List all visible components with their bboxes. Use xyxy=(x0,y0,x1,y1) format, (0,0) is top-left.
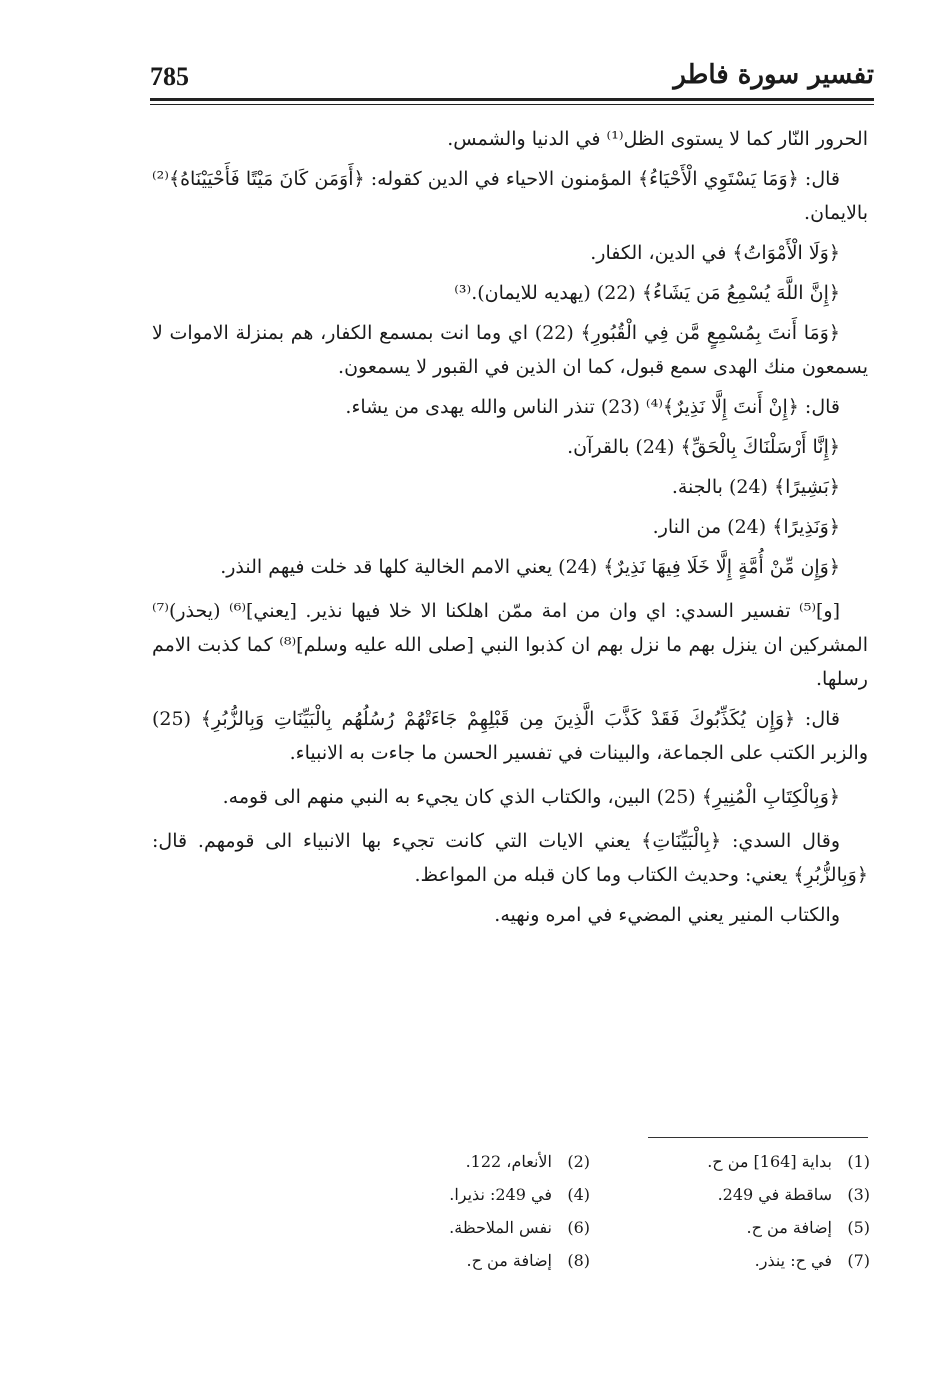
paragraph: قال: ﴿وَمَا يَسْتَوِي الْأَحْيَاءُ﴾ المؤمنون الاحياء في الدين كقوله: ﴿أَوَمَن كَانَ مَيْتًا فَأَحْيَيْنَاهُ﴾⁽²⁾ بالايمان. xyxy=(152,168,868,224)
footnote-text: إضافة من ح. xyxy=(466,1251,552,1270)
footnote-text: إضافة من ح. xyxy=(746,1218,832,1237)
footnotes xyxy=(300,1152,870,1284)
footnote-row xyxy=(300,1152,870,1185)
footnote-row xyxy=(300,1218,870,1251)
footnote xyxy=(310,1185,590,1218)
footnote-text: نفس الملاحظة. xyxy=(449,1218,552,1237)
paragraph: قال: ﴿إِنْ أَنتَ إِلَّا نَذِيرٌ﴾⁽⁴⁾ (23) تنذر الناس والله يهدى من يشاء. xyxy=(345,396,840,418)
footnote-number: (5) xyxy=(847,1218,870,1237)
paragraph: ﴿وَإِن مِّنْ أُمَّةٍ إِلَّا خَلَا فِيهَا نَذِيرٌ﴾ (24) يعني الامم الخالية كلها قد خلت فيهم النذر. xyxy=(220,556,840,578)
paragraph: الحرور النّار كما لا يستوى الظل⁽¹⁾ في الدنيا والشمس. xyxy=(447,128,868,150)
footnote-number: (4) xyxy=(567,1185,590,1204)
footnote xyxy=(590,1218,870,1251)
paragraph: وقال السدي: ﴿بِالْبَيِّنَاتِ﴾ يعني الايات التي كانت تجيء بها الانبياء الى قومهم. قال: ﴿وَبِالزُّبُرِ﴾ يعني: وحديث الكتاب وما كان قبله من المواعظ. xyxy=(152,830,868,886)
footnote-text: في ح: ينذر. xyxy=(754,1251,832,1270)
footnote-row xyxy=(300,1251,870,1284)
footnote-number: (7) xyxy=(847,1251,870,1270)
footnote-number: (3) xyxy=(847,1185,870,1204)
footnote-text: في 249: نذيرا. xyxy=(449,1185,552,1204)
paragraph: ﴿وَبِالْكِتَابِ الْمُنِيرِ﴾ (25) البين، والكتاب الذي كان يجيء به النبي منهم الى قومه. xyxy=(222,786,840,808)
footnote-rule xyxy=(648,1137,868,1138)
paragraph: قال: ﴿وَإِن يُكَذِّبُوكَ فَقَدْ كَذَّبَ الَّذِينَ مِن قَبْلِهِمْ جَاءَتْهُمْ رُسُلُهُم بِالْبَيِّنَاتِ وَبِالزُّبُرِ﴾ (25) والزبر الكتب على الجماعة، والبينات في تفسير الحسن ما جاءت به الانبياء. xyxy=(152,708,868,764)
footnote-number: (1) xyxy=(847,1152,870,1171)
footnote xyxy=(590,1185,870,1218)
footnote-row xyxy=(300,1185,870,1218)
footnote-text: ساقطة في 249. xyxy=(717,1185,832,1204)
header-rule-thin xyxy=(150,104,874,105)
page-header xyxy=(150,58,874,98)
paragraph: والكتاب المنير يعني المضيء في امره ونهيه. xyxy=(494,904,840,926)
body-text xyxy=(152,122,868,938)
footnote-text: الأنعام، 122. xyxy=(465,1152,552,1171)
paragraph: ﴿وَنَذِيرًا﴾ (24) من النار. xyxy=(652,516,840,538)
paragraph: ﴿إِنَّا أَرْسَلْنَاكَ بِالْحَقِّ﴾ (24) بالقرآن. xyxy=(567,436,840,458)
page-number: 785 xyxy=(150,62,189,91)
footnote xyxy=(310,1251,590,1284)
header-rule-thick xyxy=(150,98,874,101)
paragraph: [و]⁽⁵⁾ تفسير السدي: اي وان من امة ممّن اهلكنا الا خلا فيها نذير. [يعني]⁽⁶⁾ (يحذر)⁽⁷⁾ المشركين ان ينزل بهم ما نزل بهم ان كذبوا النبي [صلى الله عليه وسلم]⁽⁸⁾ كما كذبت الامم رسلها. xyxy=(152,600,868,690)
paragraph: ﴿وَمَا أَنتَ بِمُسْمِعٍ مَّن فِي الْقُبُورِ﴾ (22) اي وما انت بمسمع الكفار، هم بمنزلة الاموات لا يسمعون منك الهدى سمع قبول، كما ان الذين في القبور لا يسمعون. xyxy=(152,322,868,378)
paragraph: ﴿بَشِيرًا﴾ (24) بالجنة. xyxy=(671,476,840,498)
paragraph: ﴿وَلَا الْأَمْوَاتُ﴾ في الدين، الكفار. xyxy=(590,242,840,264)
footnote-number: (6) xyxy=(567,1218,590,1237)
footnote-text: بداية [164] من ح. xyxy=(707,1152,832,1171)
running-title: تفسير سورة فاطر xyxy=(673,60,874,90)
paragraph: ﴿إِنَّ اللَّهَ يُسْمِعُ مَن يَشَاءُ﴾ (22) (يهديه للايمان).⁽³⁾ xyxy=(454,282,840,304)
footnote-number: (2) xyxy=(567,1152,590,1171)
footnote-number: (8) xyxy=(567,1251,590,1270)
footnote xyxy=(310,1152,590,1185)
footnote xyxy=(590,1152,870,1185)
footnote xyxy=(310,1218,590,1251)
footnote xyxy=(590,1251,870,1284)
